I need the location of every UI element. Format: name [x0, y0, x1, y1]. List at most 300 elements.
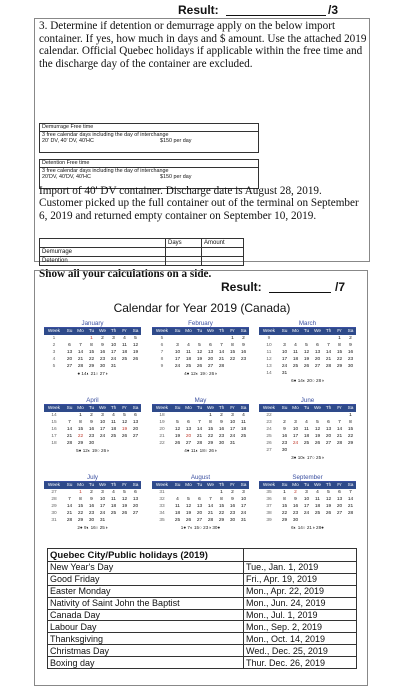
- day-cell: [205, 335, 216, 342]
- weekday-header: [44, 482, 141, 489]
- weekday-label: Tu: [196, 329, 203, 334]
- weekday-label: Tu: [88, 483, 95, 488]
- day-cell: 16: [281, 434, 288, 439]
- day-cell: 8: [231, 343, 234, 348]
- day-cell: 5: [123, 490, 126, 495]
- holiday-name: New Year's Day: [48, 562, 244, 574]
- weekday-label: Week: [262, 406, 276, 411]
- day-cell: 28: [347, 511, 354, 516]
- day-cell: [334, 447, 345, 454]
- holiday-name: Nativity of Saint John the Baptist: [48, 597, 244, 609]
- day-cell: 28: [336, 441, 343, 446]
- day-cell: [323, 370, 334, 377]
- week-number: 23: [266, 420, 272, 425]
- day-cell: [119, 440, 130, 447]
- day-cell: 2: [349, 336, 352, 341]
- day-cell: 18: [174, 511, 181, 516]
- week-number: 22: [159, 441, 165, 446]
- day-cell: 27: [325, 441, 332, 446]
- day-cell: 24: [240, 511, 247, 516]
- day-cell: 23: [218, 434, 225, 439]
- week-number: 1: [52, 336, 56, 341]
- week-number: 24: [266, 427, 272, 432]
- day-cell: 6: [134, 413, 137, 418]
- week-row: [152, 363, 249, 370]
- day-cell: 27: [196, 518, 203, 523]
- week-row: [152, 335, 249, 342]
- day-cell: 30: [218, 441, 225, 446]
- week-number: 27: [266, 448, 272, 453]
- week-number: 39: [266, 518, 272, 523]
- day-cell: 19: [121, 427, 128, 432]
- weekday-label: Week: [155, 406, 169, 411]
- day-cell: 22: [336, 357, 343, 362]
- day-cell: 18: [240, 427, 247, 432]
- holiday-row: [48, 573, 357, 585]
- weekday-label: Mo: [292, 483, 299, 488]
- week-number: 38: [266, 511, 272, 516]
- weekday-label: We: [206, 483, 215, 488]
- day-cell: 9: [220, 420, 223, 425]
- day-cell: 31: [229, 441, 236, 446]
- day-cell: 5: [187, 497, 190, 502]
- weekday-label: Su: [174, 406, 181, 411]
- week-row: [259, 370, 356, 377]
- day-cell: 17: [281, 357, 288, 362]
- day-cell: 6: [316, 343, 319, 348]
- weekday-label: Th: [325, 483, 332, 488]
- day-cell: 25: [240, 434, 247, 439]
- day-cell: 29: [88, 364, 95, 369]
- day-cell: 14: [347, 497, 354, 502]
- day-cell: 16: [88, 504, 95, 509]
- day-cell: 28: [218, 364, 225, 369]
- day-cell: 1: [90, 336, 93, 341]
- day-cell: 22: [77, 511, 84, 516]
- weekday-label: Sa: [240, 329, 247, 334]
- weekday-label: We: [313, 483, 322, 488]
- day-cell: 30: [292, 518, 299, 523]
- holiday-date: Mon., Jul. 1, 2019: [244, 609, 357, 621]
- day-cell: 14: [77, 350, 84, 355]
- day-cell: 16: [229, 504, 236, 509]
- month-name: February: [152, 319, 249, 328]
- holidays-table-header-row: [48, 549, 357, 562]
- day-cell: 10: [99, 497, 106, 502]
- day-cell: 5: [316, 420, 319, 425]
- day-cell: 9: [101, 343, 104, 348]
- week-row: [259, 447, 356, 454]
- day-cell: [334, 412, 345, 419]
- day-cell: 20: [207, 357, 214, 362]
- day-cell: 2: [220, 413, 223, 418]
- week-row: [44, 503, 141, 510]
- week-number: 33: [159, 504, 165, 509]
- holiday-date: Mon., Apr. 22, 2019: [244, 585, 357, 597]
- demurrage-table-desc: 3 free calendar days including the day of interchange: [42, 131, 169, 138]
- day-cell: 29: [207, 441, 214, 446]
- day-cell: 2: [294, 490, 297, 495]
- day-cell: 2: [101, 336, 104, 341]
- weekday-label: Mo: [77, 483, 84, 488]
- day-cell: 6: [198, 497, 201, 502]
- week-row: [259, 412, 356, 419]
- day-cell: 14: [66, 427, 73, 432]
- day-cell: 24: [281, 364, 288, 369]
- week-number: 21: [159, 434, 165, 439]
- day-cell: 14: [325, 350, 332, 355]
- day-cell: 24: [174, 364, 181, 369]
- weekday-label: Week: [47, 483, 61, 488]
- result-label: Result:: [178, 3, 219, 17]
- day-cell: 7: [68, 497, 71, 502]
- week-row: [44, 342, 141, 349]
- day-cell: 11: [175, 504, 180, 509]
- weekday-label: Tu: [196, 483, 203, 488]
- day-cell: 1: [349, 413, 352, 418]
- day-cell: 13: [314, 350, 321, 355]
- day-cell: 21: [196, 434, 203, 439]
- week-number: 14: [51, 413, 57, 418]
- day-cell: 10: [99, 420, 106, 425]
- day-cell: 3: [231, 413, 234, 418]
- day-cell: [194, 335, 205, 342]
- weekday-header: [259, 328, 356, 335]
- weekday-label: Tu: [88, 329, 95, 334]
- day-cell: 15: [88, 350, 95, 355]
- weekday-label: We: [206, 329, 215, 334]
- day-cell: 29: [77, 441, 84, 446]
- month-7: [152, 473, 249, 532]
- week-number: 22: [266, 413, 272, 418]
- week-row: [44, 426, 141, 433]
- answer-row-label: Detention: [40, 257, 166, 266]
- day-cell: 18: [303, 434, 310, 439]
- day-cell: [130, 363, 141, 370]
- day-cell: 16: [218, 427, 225, 432]
- day-cell: 6: [327, 420, 330, 425]
- week-row: [152, 489, 249, 496]
- week-row: [44, 349, 141, 356]
- day-cell: [194, 412, 205, 419]
- day-cell: 21: [66, 434, 73, 439]
- day-cell: 20: [314, 357, 321, 362]
- weekday-label: Th: [110, 329, 117, 334]
- day-cell: 17: [99, 427, 106, 432]
- day-cell: 22: [347, 434, 354, 439]
- day-cell: [119, 363, 130, 370]
- day-cell: 21: [66, 511, 73, 516]
- day-cell: 11: [304, 427, 309, 432]
- answer-table: [39, 238, 244, 266]
- holiday-date: Tue., Jan. 1, 2019: [244, 562, 357, 574]
- day-cell: 9: [90, 497, 93, 502]
- week-number: 16: [51, 427, 57, 432]
- week-number: 30: [51, 511, 57, 516]
- day-cell: 21: [336, 434, 343, 439]
- day-cell: [290, 370, 301, 377]
- day-cell: [279, 412, 290, 419]
- day-cell: 28: [66, 441, 73, 446]
- day-cell: 9: [242, 343, 245, 348]
- week-row: [44, 335, 141, 342]
- weekday-label: Mo: [77, 329, 84, 334]
- day-cell: 20: [185, 434, 192, 439]
- week-number: 4: [52, 357, 56, 362]
- detention-days-cell[interactable]: [166, 257, 202, 266]
- day-cell: 5: [305, 343, 308, 348]
- day-cell: 22: [229, 357, 236, 362]
- result-blank: [269, 292, 331, 293]
- day-cell: 8: [338, 343, 341, 348]
- week-row: [259, 503, 356, 510]
- weekday-header: [152, 328, 249, 335]
- day-cell: 15: [347, 427, 354, 432]
- week-number: 29: [51, 504, 57, 509]
- week-row: [259, 356, 356, 363]
- weekday-label: Th: [218, 329, 225, 334]
- day-cell: 26: [121, 434, 128, 439]
- day-cell: 3: [101, 490, 104, 495]
- day-cell: 23: [281, 441, 288, 446]
- weekday-label: Mo: [292, 329, 299, 334]
- day-cell: 30: [229, 518, 236, 523]
- day-cell: [323, 335, 334, 342]
- weekday-label: Week: [47, 406, 61, 411]
- day-cell: 17: [292, 434, 299, 439]
- weekday-label: Fr: [230, 483, 235, 488]
- answer-header-amount: Amount: [202, 239, 244, 248]
- day-cell: 31: [110, 364, 117, 369]
- day-cell: 25: [110, 434, 117, 439]
- weekday-label: Week: [155, 483, 169, 488]
- holiday-date: Fri., Apr. 19, 2019: [244, 573, 357, 585]
- question-text: 3. Determine if detention or demurrage apply on the below import container. If yes, how much in days and $ amount. Use the attached 2019 calendar. Official Quebec holidays if applicable within the free time and the discharge day of the container are excluded.: [39, 20, 367, 70]
- day-cell: 8: [283, 497, 286, 502]
- day-cell: [119, 517, 130, 524]
- day-cell: 14: [336, 427, 343, 432]
- day-cell: 1: [209, 413, 212, 418]
- moon-phases: 6◐ 14○ 21◑ 28●: [291, 525, 324, 530]
- day-cell: 13: [66, 350, 73, 355]
- weekday-label: Tu: [88, 406, 95, 411]
- weekday-label: Th: [218, 483, 225, 488]
- result-score: /3: [328, 3, 339, 17]
- week-row: [44, 419, 141, 426]
- calendar-panel: [34, 270, 368, 686]
- weekday-label: Fr: [337, 329, 342, 334]
- day-cell: [64, 335, 75, 342]
- answer-header-days: Days: [166, 239, 202, 248]
- day-cell: 23: [347, 357, 354, 362]
- day-cell: 12: [121, 497, 128, 502]
- day-cell: 25: [303, 441, 310, 446]
- week-row: [44, 510, 141, 517]
- day-cell: [194, 489, 205, 496]
- day-cell: 10: [292, 427, 299, 432]
- day-cell: 5: [198, 343, 201, 348]
- day-cell: 27: [336, 511, 343, 516]
- moon-phases: 3● 10◐ 17○ 25◑: [291, 455, 324, 460]
- day-cell: 8: [220, 497, 223, 502]
- day-cell: 12: [325, 497, 332, 502]
- day-cell: 20: [336, 504, 343, 509]
- day-cell: 5: [327, 490, 330, 495]
- day-cell: 28: [325, 364, 332, 369]
- week-number: 7: [160, 350, 164, 355]
- detention-table-types: 20'DV, 40'DV, 40'HC: [42, 174, 91, 181]
- day-cell: [130, 517, 141, 524]
- day-cell: 15: [207, 427, 214, 432]
- day-cell: 11: [293, 350, 298, 355]
- day-cell: 25: [121, 357, 128, 362]
- week-number: 14: [266, 371, 272, 376]
- day-cell: 22: [281, 511, 288, 516]
- day-cell: 19: [314, 434, 321, 439]
- moon-phases: 2● 9◐ 16○ 25◑: [77, 525, 108, 530]
- weekday-label: Mo: [292, 406, 299, 411]
- week-number: 37: [266, 504, 272, 509]
- weekday-label: Su: [66, 329, 73, 334]
- day-cell: [238, 440, 249, 447]
- day-cell: [205, 489, 216, 496]
- weekday-label: Mo: [185, 406, 192, 411]
- week-row: [152, 433, 249, 440]
- day-cell: [64, 412, 75, 419]
- day-cell: 4: [112, 490, 115, 495]
- day-cell: 23: [88, 511, 95, 516]
- day-cell: 13: [207, 350, 214, 355]
- day-cell: 2: [90, 490, 93, 495]
- day-cell: 1: [79, 413, 82, 418]
- week-number: 15: [51, 420, 57, 425]
- detention-table-title: Detention Free time: [40, 160, 258, 168]
- day-cell: 3: [101, 413, 104, 418]
- month-6: [44, 473, 141, 532]
- day-cell: 16: [292, 504, 299, 509]
- day-cell: 21: [207, 511, 214, 516]
- month-name: April: [44, 396, 141, 405]
- day-cell: [301, 447, 312, 454]
- week-number: 2: [52, 343, 56, 348]
- weekday-label: Fr: [337, 406, 342, 411]
- week-row: [152, 496, 249, 503]
- day-cell: 9: [283, 427, 286, 432]
- day-cell: 13: [132, 420, 139, 425]
- week-row: [152, 342, 249, 349]
- result-score: /7: [335, 280, 346, 294]
- weekday-label: Fr: [122, 483, 127, 488]
- weekday-label: Fr: [122, 406, 127, 411]
- demurrage-days-cell[interactable]: [166, 248, 202, 257]
- month-name: August: [152, 473, 249, 482]
- day-cell: [290, 335, 301, 342]
- day-cell: 25: [185, 364, 192, 369]
- day-cell: 28: [207, 518, 214, 523]
- week-number: 5: [52, 364, 56, 369]
- moon-phases: ● 14◐ 21○ 27◑: [77, 371, 108, 376]
- holidays-table-header-blank: [244, 549, 357, 562]
- day-cell: 17: [240, 504, 247, 509]
- week-row: [44, 363, 141, 370]
- day-cell: [345, 370, 356, 377]
- demurrage-table-rate: $150 per day: [160, 138, 192, 145]
- day-cell: [323, 447, 334, 454]
- day-cell: 10: [110, 343, 117, 348]
- week-row: [152, 412, 249, 419]
- week-number: 27: [51, 490, 57, 495]
- day-cell: 10: [174, 350, 181, 355]
- weekday-label: Mo: [185, 329, 192, 334]
- day-cell: 17: [229, 427, 236, 432]
- day-cell: 15: [281, 504, 288, 509]
- week-number: 8: [160, 357, 164, 362]
- day-cell: 12: [132, 343, 139, 348]
- moon-phases: 1● 7◐ 15○ 23◑ 30●: [180, 525, 221, 530]
- day-cell: 13: [196, 504, 203, 509]
- weekday-label: Th: [325, 406, 332, 411]
- week-row: [259, 433, 356, 440]
- day-cell: 26: [303, 364, 310, 369]
- week-row: [259, 426, 356, 433]
- day-cell: [301, 517, 312, 524]
- week-number: 26: [266, 441, 272, 446]
- day-cell: 6: [209, 343, 212, 348]
- day-cell: [312, 447, 323, 454]
- detention-amount-cell[interactable]: [202, 257, 244, 266]
- weekday-label: Fr: [230, 406, 235, 411]
- day-cell: 24: [292, 441, 299, 446]
- day-cell: 16: [88, 427, 95, 432]
- day-cell: 6: [134, 490, 137, 495]
- week-number: 5: [160, 336, 164, 341]
- weekday-label: Sa: [132, 329, 139, 334]
- day-cell: 30: [99, 364, 106, 369]
- day-cell: [183, 335, 194, 342]
- month-8: [259, 473, 356, 532]
- demurrage-amount-cell[interactable]: [202, 248, 244, 257]
- day-cell: [183, 489, 194, 496]
- weekday-label: Tu: [303, 406, 310, 411]
- day-cell: 13: [336, 497, 343, 502]
- day-cell: 12: [121, 420, 128, 425]
- day-cell: 23: [88, 434, 95, 439]
- day-cell: 22: [207, 434, 214, 439]
- weekday-label: We: [313, 406, 322, 411]
- day-cell: 8: [209, 420, 212, 425]
- day-cell: 23: [229, 511, 236, 516]
- day-cell: [97, 440, 108, 447]
- demurrage-table-title: Demurrage Free time: [40, 124, 258, 132]
- weekday-header: [259, 482, 356, 489]
- day-cell: 8: [79, 420, 82, 425]
- day-cell: 18: [121, 350, 128, 355]
- holiday-row: [48, 657, 357, 669]
- week-number: 31: [159, 490, 165, 495]
- detention-table-desc: 3 free calendar days including the day of interchange: [42, 167, 169, 174]
- week-row: [152, 510, 249, 517]
- week-row: [259, 349, 356, 356]
- moon-phases: 6● 14◐ 20○ 28◑: [291, 378, 324, 383]
- day-cell: [312, 412, 323, 419]
- day-cell: 28: [77, 364, 84, 369]
- day-cell: 29: [77, 518, 84, 523]
- day-cell: 21: [218, 357, 225, 362]
- day-cell: 19: [121, 504, 128, 509]
- holiday-date: Wed., Dec. 25, 2019: [244, 645, 357, 657]
- weekday-label: Tu: [303, 329, 310, 334]
- holiday-name: Good Friday: [48, 573, 244, 585]
